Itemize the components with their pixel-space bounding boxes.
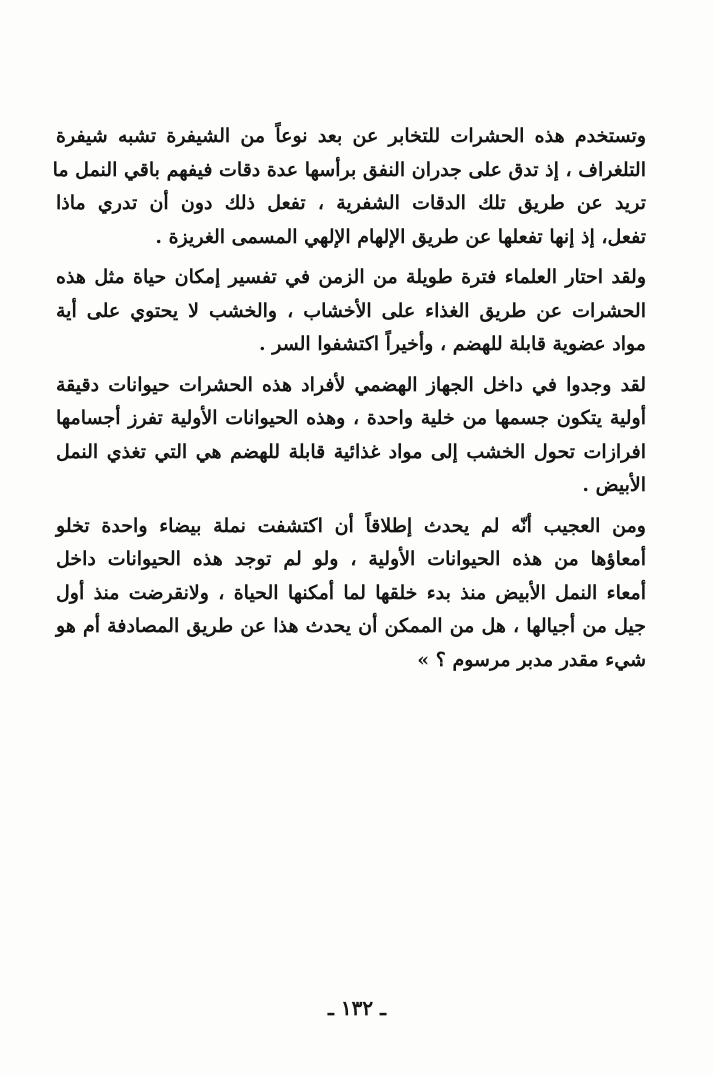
- text-line: تفعل، إذ إنها تفعلها عن طريق الإلهام الإلهي المسمى الغريزة .: [155, 225, 646, 248]
- text-line: الأبيض .: [582, 474, 646, 496]
- text-line: شيء مقدر مدبر مرسوم ؟ »: [417, 648, 646, 671]
- paragraph-3: [56, 369, 646, 503]
- text-line: ولقد احتار العلماء فترة طويلة من الزمن في تفسير إمكان حياة مثل هذه: [56, 266, 646, 288]
- body-text: [52, 120, 646, 677]
- paragraph-2: [56, 261, 646, 362]
- text-line: التلغراف ، إذ تدق على جدران النفق برأسها عدة دقات فيفهم باقي النمل ما: [52, 158, 646, 181]
- text-line: أمعاؤها من هذه الحيوانات الأولية ، ولو لم توجد هذه الحيوانات داخل: [56, 548, 646, 570]
- text-line: أولية يتكون جسمها من خلية واحدة ، وهذه الحيوانات الأولية تفرز أجسامها: [56, 407, 646, 429]
- text-line: الحشرات عن طريق الغذاء على الأخشاب ، والخشب لا يحتوي على أية: [56, 299, 646, 322]
- text-line: جيل من أجيالها ، هل من الممكن أن يحدث هذا عن طريق المصادفة أم هو: [56, 615, 646, 637]
- text-line: افرازات تحول الخشب إلى مواد غذائية قابلة للهضم هي التي تغذي النمل: [56, 440, 646, 463]
- text-line: وتستخدم هذه الحشرات للتخابر عن بعد نوعاً من الشيفرة تشبه شيفرة: [56, 125, 646, 147]
- text-line: تريد عن طريق تلك الدقات الشفرية ، تفعل ذلك دون أن تدري ماذا: [56, 192, 646, 214]
- text-line: لقد وجدوا في داخل الجهاز الهضمي لأفراد هذه الحشرات حيوانات دقيقة: [56, 373, 646, 396]
- paragraph-4: [56, 510, 646, 678]
- text-line: ومن العجيب أنّه لم يحدث إطلاقاً أن اكتشفت نملة بيضاء واحدة تخلو: [56, 514, 646, 537]
- page-number: ـ ١٣٢ ـ: [328, 996, 386, 1020]
- paragraph-1: [52, 120, 646, 254]
- text-line: مواد عضوية قابلة للهضم ، وأخيراً اكتشفوا السر .: [258, 333, 646, 355]
- text-line: أمعاء النمل الأبيض منذ بدء خلقها لما أمكنها الحياة ، ولانقرضت منذ أول: [56, 581, 646, 604]
